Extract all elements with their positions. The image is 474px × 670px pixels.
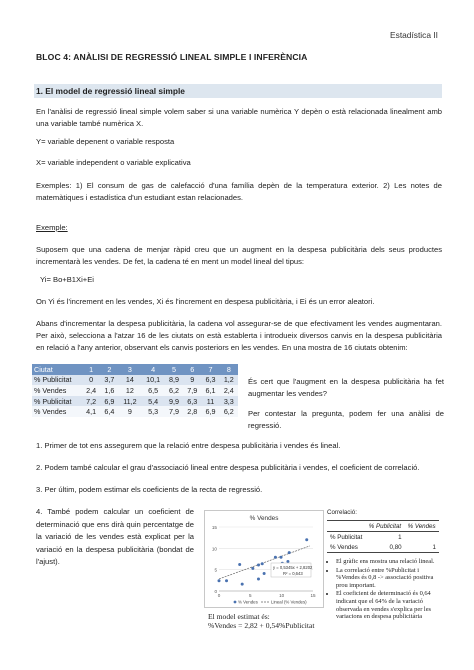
step-2: 2. Podem també calcular el grau d'associació lineal entre despesa publicitària i vendes, el coeficient de correlació. [36,463,420,472]
step-1: 1. Primer de tot ens assegurem que la relació entre despesa publicitària i vendes és lineal. [36,441,341,450]
table-row: % Publicitat 1 [330,533,402,541]
data-point [263,572,266,575]
table-row: % Vendes 2,4 1,6 12 6,5 6,2 7,9 6,1 2,4 [32,385,238,396]
correlation-panel [327,509,443,622]
list-item: • El coeficient de determinació és 0,64 indicant que el 64% de la variació observada en vendes s'explica per les variacions en despesa publicitària [336,590,443,620]
list-item: • La correlació entre %Publicitat i %Vendes és 0,8 -> associació positiva prou important. [336,567,443,590]
y-tick-label: 0 [214,589,217,594]
legend-marker [234,601,237,604]
paragraph-on: On Yi és l'increment en les vendes, Xi és l'increment en despesa publicitària, i Ei és un error aleatori. [36,297,375,306]
x-tick-label: 5 [249,593,252,598]
data-point [274,556,277,559]
r-squared-label: R² = 0,643 [283,571,303,576]
step-3: 3. Per últim, podem estimar els coeficients de la recta de regressió. [36,485,263,494]
data-point [225,579,228,582]
table-row: Ciutat 1 2 3 4 5 6 7 8 [32,364,238,375]
table-row: % Vendes 0,80 1 [327,542,439,553]
correlation-table [327,520,439,553]
equation-label: y = 0,5345x + 2,8202 [273,565,313,570]
model-estimate-label: El model estimat és: [208,612,270,621]
data-point [251,567,254,570]
paragraph-x-definition: X= variable independent o variable explicativa [36,158,191,167]
correlation-label: Correlació: [327,509,357,516]
table-row: % Publicitat 7,2 6,9 11,2 5,4 9,9 6,3 11 3,3 [32,396,238,407]
x-tick-label: 15 [310,593,316,598]
header-course: Estadística II [390,30,438,40]
paragraph-suppose: Suposem que una cadena de menjar ràpid creu que un augment en la despesa publicitària dels seus productes incrementarà les vendes. De fet, la cadena té en ment un model lineal del tipus: [36,245,442,266]
legend-label: Lineal (% Vendes) [271,599,307,605]
data-point [288,551,291,554]
y-tick-label: 5 [214,567,217,573]
list-item: • El gràfic ens mostra una relació lineal. [336,558,443,566]
table-row: % Publicitat % Vendes [327,521,439,532]
scatter-chart [204,510,324,608]
data-table [32,364,238,417]
data-point [238,563,241,566]
y-tick-label: 15 [211,525,217,530]
model-formula: Yi= Bo+B1Xi+Ei [40,275,94,284]
section-heading: 1. El model de regressió lineal simple [34,84,442,98]
data-point [280,556,283,559]
table-row: % Vendes 4,1 6,4 9 5,3 7,9 2,8 6,9 6,2 [32,406,238,417]
y-tick-label: 10 [211,546,217,552]
data-point [257,578,260,581]
paragraph-question: És cert que l'augment en la despesa publicitària ha fet augmentar les vendes? [248,377,444,398]
x-tick-label: 10 [279,593,285,598]
chart-title: % Vendes [249,515,279,522]
table-row: % Publicitat 0 3,7 14 10,1 8,9 9 6,3 1,2 [32,375,238,386]
paragraph-answer: Per contestar la pregunta, podem fer una anàlisi de regressió. [248,409,444,430]
legend-label: % Vendes [238,599,258,605]
data-point [261,562,264,565]
data-point [286,560,289,563]
paragraph-y-definition: Y= variable depenent o variable resposta [36,137,175,146]
paragraph-intro: En l'anàlisi de regressió lineal simple volem saber si una variable numèrica Y depèn o està relacionada linealment amb una variable també numèrica X. [36,107,442,128]
step-4: 4. També podem calcular un coeficient de determinació que ens dirà quin percentatge de la variació de les vendes està explicat per la variació en la despesa publicitària (bondat de l'ajust). [36,507,194,567]
paragraph-examples: Exemples: 1) El consum de gas de calefacció d'una família depèn de la temperatura exterior. 2) Les notes de matemàtiques i estadística d'un estudiant estan relacionades. [36,181,442,202]
data-point [218,579,221,582]
conclusions-list [327,558,443,621]
model-estimate-equation: %Vendes = 2,82 + 0,54%Publicitat [208,621,315,631]
paragraph-abans: Abans d'incrementar la despesa publicitària, la cadena vol assegurar-se de que efectivament les vendes augmentaran. Per això, selecciona a l'atzar 16 de les ciutats on està establerta i introdueix diversos canvis en la despesa publicitària en relació a l'any anterior, observant els canvis posteriors en les vendes. En una mostra de 16 ciutats obtenim: [36,319,442,352]
data-point [241,583,244,586]
scatter-chart-svg [205,511,323,607]
data-point [257,563,260,566]
example-label: Exemple: [36,223,68,232]
data-point [305,538,308,541]
document-title: BLOC 4: ANÀLISI DE REGRESSIÓ LINEAL SIMPLE I INFERÈNCIA [36,52,308,62]
model-estimate [208,612,338,631]
x-tick-label: 0 [217,593,221,598]
